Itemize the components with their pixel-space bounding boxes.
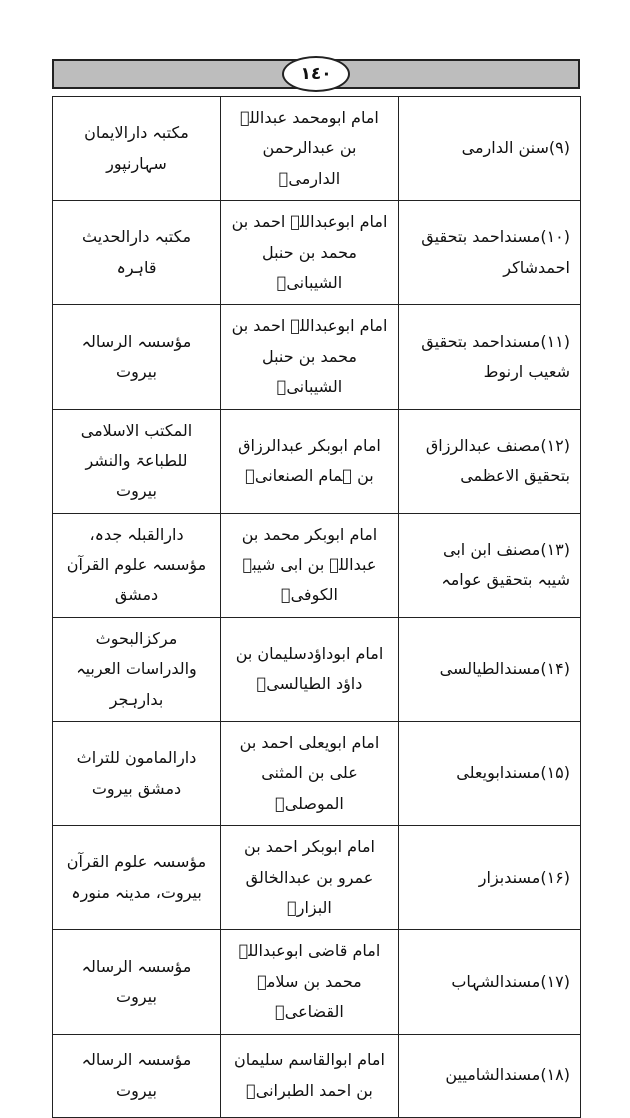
- author-cell: امام ابوبکر احمد بن عمرو بن عبدالخالق البزارؒ: [221, 826, 399, 930]
- table-row: [53, 97, 581, 201]
- author-cell: امام ابومحمد عبداللہ بن عبدالرحمن الدارمیؒ: [221, 97, 399, 201]
- publisher-cell: دارالمامون للتراث دمشق بیروت: [53, 722, 221, 826]
- book-title-cell: (۱۳)مصنف ابن ابی شیبہ بتحقیق عوامہ: [399, 513, 581, 617]
- table-row: [53, 826, 581, 930]
- author-cell: امام ابوعبداللہ احمد بن محمد بن حنبل الشیبانیؒ: [221, 305, 399, 409]
- table-row: [53, 201, 581, 305]
- table-row: [53, 930, 581, 1034]
- book-title-cell: (۱۶)مسندبزار: [399, 826, 581, 930]
- book-title-cell: (۱۱)مسنداحمد بتحقیق شعیب ارنوط: [399, 305, 581, 409]
- table-row: [53, 1034, 581, 1117]
- author-cell: امام ابوالقاسم سلیمان بن احمد الطبرانیؒ: [221, 1034, 399, 1117]
- book-title-cell: (۱۴)مسندالطیالسی: [399, 617, 581, 721]
- author-cell: امام ابوبکر عبدالرزاق بن ہمام الصنعانیؒ: [221, 409, 399, 513]
- publisher-cell: دارالقبلہ جدہ، مؤسسہ علوم القرآن دمشق: [53, 513, 221, 617]
- publisher-cell: مؤسسہ علوم القرآن بیروت، مدینہ منورہ: [53, 826, 221, 930]
- table-row: [53, 617, 581, 721]
- publisher-cell: مکتبہ دارالحدیث قاہرہ: [53, 201, 221, 305]
- publisher-cell: مکتبہ دارالایمان سہارنپور: [53, 97, 221, 201]
- book-references-table: [52, 96, 581, 1118]
- book-title-cell: (۱۲)مصنف عبدالرزاق بتحقیق الاعظمی: [399, 409, 581, 513]
- publisher-cell: مؤسسہ الرسالہ بیروت: [53, 1034, 221, 1117]
- book-title-cell: (۱۰)مسنداحمد بتحقیق احمدشاکر: [399, 201, 581, 305]
- table-row: [53, 722, 581, 826]
- publisher-cell: مؤسسہ الرسالہ بیروت: [53, 930, 221, 1034]
- table-row: [53, 513, 581, 617]
- book-title-cell: (۱۵)مسندابویعلی: [399, 722, 581, 826]
- author-cell: امام ابوداؤدسلیمان بن داؤد الطیالسیؒ: [221, 617, 399, 721]
- author-cell: امام ابوبکر محمد بن عبداللہ بن ابی شیبۃ الکوفیؒ: [221, 513, 399, 617]
- page-number: ١٤٠: [282, 56, 350, 92]
- author-cell: امام قاضی ابوعبداللہ محمد بن سلامہ القضاعیؒ: [221, 930, 399, 1034]
- publisher-cell: مؤسسہ الرسالہ بیروت: [53, 305, 221, 409]
- table-row: [53, 305, 581, 409]
- book-title-cell: (۱۷)مسندالشہاب: [399, 930, 581, 1034]
- book-title-cell: (۹)سنن الدارمی: [399, 97, 581, 201]
- author-cell: امام ابویعلی احمد بن علی بن المثنی الموصلیؒ: [221, 722, 399, 826]
- author-cell: امام ابوعبداللہ احمد بن محمد بن حنبل الشیبانیؒ: [221, 201, 399, 305]
- table-row: [53, 409, 581, 513]
- publisher-cell: مرکزالبحوث والدراسات العربیہ بدارہجر: [53, 617, 221, 721]
- book-title-cell: (۱۸)مسندالشامیین: [399, 1034, 581, 1117]
- publisher-cell: المکتب الاسلامی للطباعۃ والنشر بیروت: [53, 409, 221, 513]
